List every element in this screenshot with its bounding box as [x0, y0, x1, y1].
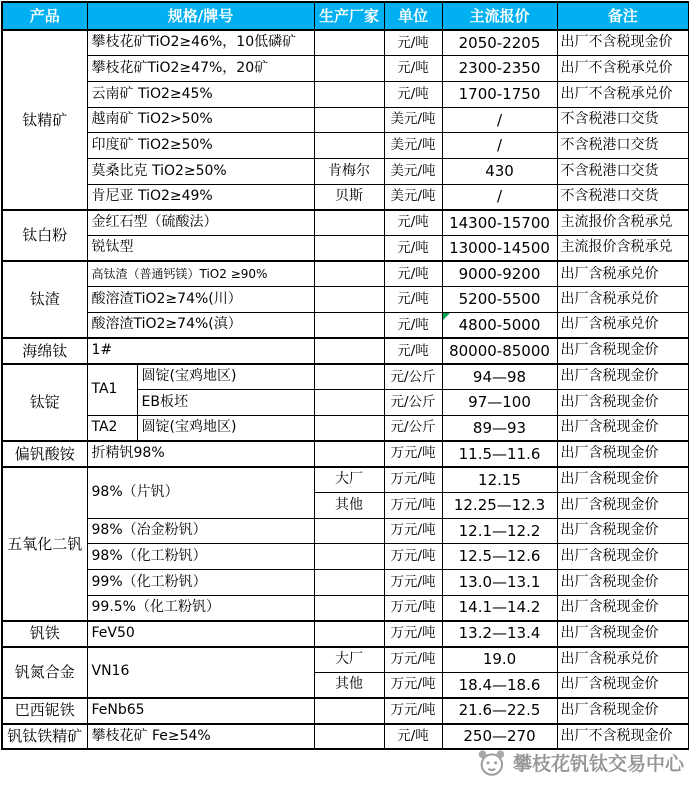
table-row	[2, 210, 689, 236]
factory-cell	[314, 30, 384, 56]
unit-cell: 万元/吨	[384, 441, 442, 467]
spec-cell: 肯尼亚 TiO2≥49%	[87, 184, 314, 210]
factory-cell: 贝斯	[314, 184, 384, 210]
unit-cell: 元/吨	[384, 724, 442, 750]
note-cell: 出厂含税承兑价	[557, 313, 689, 339]
factory-cell	[314, 313, 384, 339]
spec-cell: 98%（化工粉钒）	[87, 544, 314, 570]
spec-cell: 越南矿 TiO2>50%	[87, 107, 314, 133]
note-cell: 主流报价含税承兑	[557, 210, 689, 236]
unit-cell: 元/吨	[384, 236, 442, 262]
unit-cell: 元/公斤	[384, 390, 442, 416]
note-cell: 不含税港口交货	[557, 184, 689, 210]
factory-cell	[314, 107, 384, 133]
spec-cell: 酸溶渣TiO2≥74%(滇）	[87, 313, 314, 339]
spec-cell: FeV50	[87, 621, 314, 647]
note-cell: 出厂含税承兑价	[557, 287, 689, 313]
table-row	[2, 544, 689, 570]
price-cell: 94—98	[442, 364, 557, 390]
note-cell: 出厂含税现金价	[557, 698, 689, 724]
price-cell: 12.15	[442, 467, 557, 493]
spec-cell: 99%（化工粉钒）	[87, 569, 314, 595]
unit-cell: 元/吨	[384, 313, 442, 339]
product-cell: 巴西铌铁	[2, 698, 87, 724]
table-row	[2, 698, 689, 724]
factory-cell	[314, 338, 384, 364]
unit-cell: 万元/吨	[384, 698, 442, 724]
product-cell: 五氧化二钒	[2, 467, 87, 621]
price-cell: 11.5—11.6	[442, 441, 557, 467]
factory-cell	[314, 364, 384, 390]
price-cell: 80000-85000	[442, 338, 557, 364]
note-cell: 出厂含税现金价	[557, 467, 689, 493]
unit-cell: 美元/吨	[384, 107, 442, 133]
factory-cell	[314, 210, 384, 236]
price-cell: 5200-5500	[442, 287, 557, 313]
spec-cell: 攀枝花矿TiO2≥46%，10低磷矿	[87, 30, 314, 56]
unit-cell: 万元/吨	[384, 518, 442, 544]
table-row	[2, 30, 689, 56]
grade-cell: TA2	[87, 415, 137, 441]
price-cell: /	[442, 133, 557, 159]
factory-cell	[314, 81, 384, 107]
spec-cell: 高钛渣（普通钙镁）TiO2 ≥90%	[87, 261, 314, 287]
spec-cell: 圆锭(宝鸡地区)	[137, 364, 314, 390]
table-row	[2, 287, 689, 313]
unit-cell: 万元/吨	[384, 544, 442, 570]
price-cell: 21.6—22.5	[442, 698, 557, 724]
table-row	[2, 184, 689, 210]
spec-cell: 云南矿 TiO2≥45%	[87, 81, 314, 107]
factory-cell: 肯梅尔	[314, 158, 384, 184]
spec-cell: 98%（片钒）	[87, 467, 314, 518]
product-cell: 钛渣	[2, 261, 87, 338]
spec-cell: EB板坯	[137, 390, 314, 416]
price-cell: 1700-1750	[442, 81, 557, 107]
unit-cell: 美元/吨	[384, 133, 442, 159]
col-header-note: 备注	[557, 2, 689, 30]
note-cell: 出厂含税现金价	[557, 441, 689, 467]
product-cell: 海绵钛	[2, 338, 87, 364]
spec-cell: FeNb65	[87, 698, 314, 724]
header-row	[2, 2, 689, 30]
price-cell: 430	[442, 158, 557, 184]
table-row	[2, 81, 689, 107]
note-cell: 出厂含税承兑价	[557, 647, 689, 673]
factory-cell: 大厂	[314, 647, 384, 673]
product-cell: 钒铁	[2, 621, 87, 647]
spec-cell: 攀枝花矿TiO2≥47%，20矿	[87, 56, 314, 82]
factory-cell	[314, 698, 384, 724]
note-cell: 出厂不含税承兑价	[557, 81, 689, 107]
note-cell: 主流报价含税承兑	[557, 236, 689, 262]
product-cell: 钒氮合金	[2, 647, 87, 698]
spec-cell: 圆锭(宝鸡地区)	[137, 415, 314, 441]
factory-cell	[314, 287, 384, 313]
table-row	[2, 364, 689, 390]
note-cell: 不含税港口交货	[557, 158, 689, 184]
unit-cell: 元/公斤	[384, 415, 442, 441]
note-cell: 出厂含税现金价	[557, 364, 689, 390]
product-cell: 钒钛铁精矿	[2, 724, 87, 750]
unit-cell: 元/吨	[384, 287, 442, 313]
price-cell	[442, 313, 557, 339]
table-row	[2, 569, 689, 595]
note-cell: 出厂含税现金价	[557, 595, 689, 621]
unit-cell: 万元/吨	[384, 569, 442, 595]
excel-error-marker	[443, 313, 450, 320]
table-row	[2, 313, 689, 339]
table-row	[2, 621, 689, 647]
price-cell: 13.2—13.4	[442, 621, 557, 647]
factory-cell	[314, 441, 384, 467]
factory-cell	[314, 236, 384, 262]
factory-cell	[314, 544, 384, 570]
note-cell: 出厂含税现金价	[557, 338, 689, 364]
note-cell: 出厂含税现金价	[557, 621, 689, 647]
table-row	[2, 261, 689, 287]
price-cell: 14.1—14.2	[442, 595, 557, 621]
price-cell: 9000-9200	[442, 261, 557, 287]
col-header-factory: 生产厂家	[314, 2, 384, 30]
unit-cell: 元/吨	[384, 30, 442, 56]
note-cell: 出厂不含税现金价	[557, 724, 689, 750]
price-cell: 12.1—12.2	[442, 518, 557, 544]
price-cell: 18.4—18.6	[442, 672, 557, 698]
price-cell: 2050-2205	[442, 30, 557, 56]
unit-cell: 美元/吨	[384, 184, 442, 210]
unit-cell: 万元/吨	[384, 595, 442, 621]
factory-cell	[314, 595, 384, 621]
note-cell: 出厂含税现金价	[557, 544, 689, 570]
factory-cell	[314, 724, 384, 750]
table-row	[2, 467, 689, 493]
table-row	[2, 236, 689, 262]
spec-cell: 酸溶渣TiO2≥74%(川）	[87, 287, 314, 313]
note-cell: 出厂含税现金价	[557, 672, 689, 698]
unit-cell: 万元/吨	[384, 492, 442, 518]
unit-cell: 元/吨	[384, 81, 442, 107]
table-row	[2, 518, 689, 544]
factory-cell	[314, 518, 384, 544]
factory-cell: 其他	[314, 672, 384, 698]
price-cell: 250—270	[442, 724, 557, 750]
unit-cell: 元/吨	[384, 56, 442, 82]
table-row	[2, 724, 689, 750]
spec-cell: 莫桑比克 TiO2≥50%	[87, 158, 314, 184]
unit-cell: 万元/吨	[384, 647, 442, 673]
note-cell: 出厂不含税现金价	[557, 30, 689, 56]
unit-cell: 万元/吨	[384, 621, 442, 647]
factory-cell	[314, 415, 384, 441]
price-cell: 12.5—12.6	[442, 544, 557, 570]
note-cell: 出厂不含税承兑价	[557, 56, 689, 82]
factory-cell	[314, 621, 384, 647]
product-cell: 钛精矿	[2, 30, 87, 210]
col-header-spec: 规格/牌号	[87, 2, 314, 30]
factory-cell	[314, 133, 384, 159]
spec-cell: 98%（冶金粉钒）	[87, 518, 314, 544]
unit-cell: 元/公斤	[384, 364, 442, 390]
price-cell: 2300-2350	[442, 56, 557, 82]
price-cell: 19.0	[442, 647, 557, 673]
price-table	[1, 1, 689, 750]
price-cell: 97—100	[442, 390, 557, 416]
price-cell: /	[442, 184, 557, 210]
spec-cell: 印度矿 TiO2≥50%	[87, 133, 314, 159]
col-header-unit: 单位	[384, 2, 442, 30]
note-cell: 出厂含税承兑价	[557, 261, 689, 287]
product-cell: 偏钒酸铵	[2, 441, 87, 467]
price-cell: /	[442, 107, 557, 133]
factory-cell	[314, 390, 384, 416]
table-row	[2, 441, 689, 467]
spec-cell: VN16	[87, 647, 314, 698]
table-row	[2, 107, 689, 133]
factory-cell	[314, 261, 384, 287]
unit-cell: 元/吨	[384, 261, 442, 287]
factory-cell	[314, 56, 384, 82]
spec-cell: 99.5%（化工粉钒）	[87, 595, 314, 621]
price-cell: 14300-15700	[442, 210, 557, 236]
price-cell: 13000-14500	[442, 236, 557, 262]
price-value: 4800-5000	[458, 315, 541, 334]
watermark-text: 攀枝花钒钛交易中心	[513, 752, 685, 775]
table-row	[2, 56, 689, 82]
unit-cell: 元/吨	[384, 338, 442, 364]
product-cell: 钛锭	[2, 364, 87, 441]
spec-cell: 折精钒98%	[87, 441, 314, 467]
table-row	[2, 158, 689, 184]
note-cell: 出厂含税现金价	[557, 518, 689, 544]
table-row	[2, 338, 689, 364]
spec-cell: 锐钛型	[87, 236, 314, 262]
unit-cell: 元/吨	[384, 210, 442, 236]
spec-cell: 1#	[87, 338, 314, 364]
table-row	[2, 133, 689, 159]
price-cell: 12.25—12.3	[442, 492, 557, 518]
note-cell: 出厂含税现金价	[557, 492, 689, 518]
factory-cell: 大厂	[314, 467, 384, 493]
unit-cell: 万元/吨	[384, 672, 442, 698]
table-row	[2, 415, 689, 441]
spec-cell: 攀枝花矿 Fe≥54%	[87, 724, 314, 750]
grade-cell: TA1	[87, 364, 137, 415]
spec-cell: 金红石型（硫酸法）	[87, 210, 314, 236]
note-cell: 不含税港口交货	[557, 107, 689, 133]
unit-cell: 万元/吨	[384, 467, 442, 493]
price-cell: 89—93	[442, 415, 557, 441]
col-header-price: 主流报价	[442, 2, 557, 30]
product-cell: 钛白粉	[2, 210, 87, 261]
note-cell: 不含税港口交货	[557, 133, 689, 159]
note-cell: 出厂含税现金价	[557, 415, 689, 441]
note-cell: 出厂含税现金价	[557, 390, 689, 416]
note-cell: 出厂含税现金价	[557, 569, 689, 595]
table-row	[2, 595, 689, 621]
factory-cell: 其他	[314, 492, 384, 518]
factory-cell	[314, 569, 384, 595]
price-cell: 13.0—13.1	[442, 569, 557, 595]
col-header-product: 产品	[2, 2, 87, 30]
table-row	[2, 647, 689, 673]
unit-cell: 美元/吨	[384, 158, 442, 184]
